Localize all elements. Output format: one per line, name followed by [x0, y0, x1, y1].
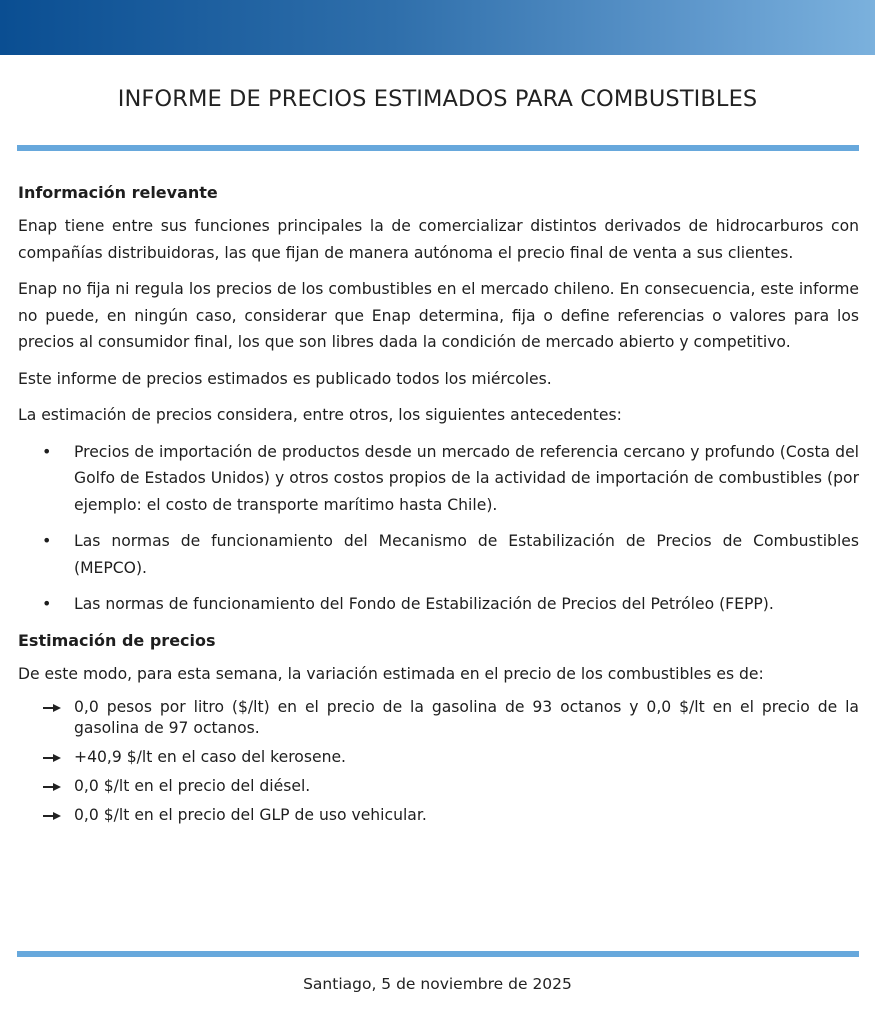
price-variation-list	[18, 695, 859, 826]
list-item	[18, 439, 859, 519]
list-item	[18, 774, 859, 797]
footer-divider	[17, 951, 859, 957]
list-item	[18, 528, 859, 581]
list-item-text: +40,9 $/lt en el caso del kerosene.	[74, 748, 346, 766]
bullet-dot-icon: •	[42, 594, 52, 613]
list-item-text: Las normas de funcionamiento del Mecanismo de Estabilización de Precios de Combustibles (MEPCO).	[74, 532, 859, 577]
title-divider	[17, 145, 859, 151]
paragraph: Enap no fija ni regula los precios de los combustibles en el mercado chileno. En consecuencia, este informe no puede, en ningún caso, considerar que Enap determina, fija o define referencias o valores para los precios al consumidor final, los que son libres dada la condición de mercado abierto y competitivo.	[18, 280, 859, 351]
list-item	[18, 591, 859, 618]
section-heading-price-estimation: Estimación de precios	[18, 630, 216, 650]
bullet-dot-icon: •	[42, 441, 52, 461]
section-heading-relevant-info: Información relevante	[18, 183, 218, 202]
list-item-text: 0,0 pesos por litro ($/lt) en el precio de la gasolina de 93 octanos y 0,0 $/lt en el precio de la gasolina de 97 octanos.	[74, 698, 859, 737]
header-band	[0, 0, 875, 55]
document-body	[18, 180, 859, 832]
arrow-right-icon	[42, 811, 62, 821]
list-item	[18, 745, 859, 768]
list-item-text: Precios de importación de productos desde un mercado de referencia cercano y profundo (Costa del Golfo de Estados Unidos) y otros costos propios de la actividad de importación de combustibles (por ejemplo: el costo de transporte marítimo hasta Chile).	[74, 442, 859, 514]
arrow-right-icon	[42, 782, 62, 792]
date-footer: Santiago, 5 de noviembre de 2025	[303, 975, 572, 993]
paragraph: De este modo, para esta semana, la variación estimada en el precio de los combustibles es de:	[18, 664, 764, 683]
list-item-text: 0,0 $/lt en el precio del GLP de uso vehicular.	[74, 806, 427, 824]
list-item	[18, 695, 859, 739]
antecedents-list	[18, 439, 859, 618]
paragraph: Enap tiene entre sus funciones principales la de comercializar distintos derivados de hidrocarburos con compañías distribuidoras, las que fijan de manera autónoma el precio final de venta a sus clientes.	[18, 217, 859, 262]
list-item-text: Las normas de funcionamiento del Fondo de Estabilización de Precios del Petróleo (FEPP).	[74, 595, 774, 613]
list-item-text: 0,0 $/lt en el precio del diésel.	[74, 777, 311, 795]
list-item	[18, 803, 859, 826]
bullet-dot-icon: •	[42, 531, 52, 550]
arrow-right-icon	[42, 753, 62, 763]
paragraph: Este informe de precios estimados es publicado todos los miércoles.	[18, 369, 552, 388]
paragraph: La estimación de precios considera, entre otros, los siguientes antecedentes:	[18, 406, 622, 424]
page-title: INFORME DE PRECIOS ESTIMADOS PARA COMBUSTIBLES	[117, 86, 758, 112]
arrow-right-icon	[42, 703, 62, 713]
